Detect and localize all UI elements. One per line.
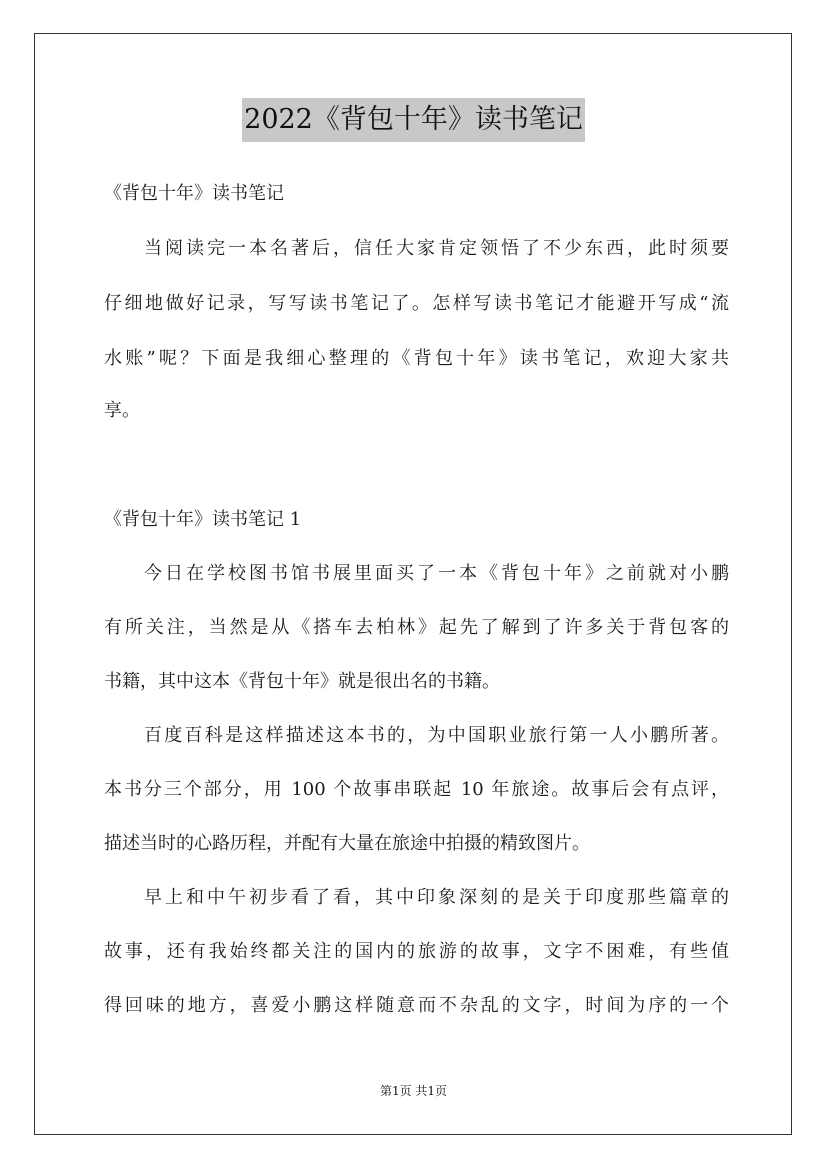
paragraph-line: 书籍，其中这本《背包十年》就是很出名的书籍。 xyxy=(104,671,500,692)
paragraph-line: 故事，还有我始终都关注的国内的旅游的故事，文字不困难，有些值 xyxy=(104,941,729,962)
paragraph-line: 当阅读完一本名著后，信任大家肯定领悟了不少东西，此时须要 xyxy=(144,238,729,259)
title-container xyxy=(0,98,827,142)
paragraph-line: 得回味的地方，喜爱小鹏这样随意而不杂乱的文字，时间为序的一个 xyxy=(104,995,729,1016)
subtitle-heading: 《背包十年》读书笔记 xyxy=(104,183,284,204)
paragraph-line: 百度百科是这样描述这本书的，为中国职业旅行第一人小鹏所著。 xyxy=(144,725,729,746)
document-title: 2022《背包十年》读书笔记 xyxy=(242,98,585,142)
section-heading: 《背包十年》读书笔记 1 xyxy=(104,509,302,530)
paragraph-line: 早上和中午初步看了看，其中印象深刻的是关于印度那些篇章的 xyxy=(144,887,729,908)
paragraph-line: 描述当时的心路历程，并配有大量在旅途中拍摄的精致图片。 xyxy=(104,833,590,854)
paragraph-line: 仔细地做好记录，写写读书笔记了。怎样写读书笔记才能避开写成“流 xyxy=(104,293,729,314)
paragraph-line: 水账”呢？下面是我细心整理的《背包十年》读书笔记，欢迎大家共 xyxy=(104,348,729,369)
page-number: 第1页 共1页 xyxy=(379,1084,448,1098)
paragraph-line: 享。 xyxy=(104,400,140,421)
paragraph-line: 本书分三个部分，用 100 个故事串联起 10 年旅途。故事后会有点评， xyxy=(104,779,729,800)
paragraph-line: 有所关注，当然是从《搭车去柏林》起先了解到了许多关于背包客的 xyxy=(104,617,729,638)
paragraph-line: 今日在学校图书馆书展里面买了一本《背包十年》之前就对小鹏 xyxy=(144,563,729,584)
